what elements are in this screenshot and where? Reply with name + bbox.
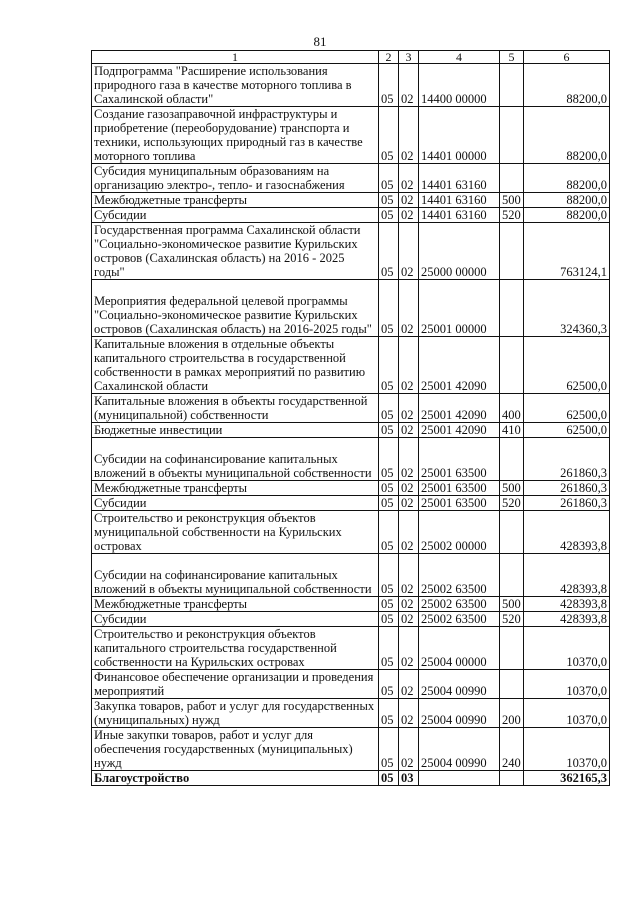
table-header-row [92,51,610,64]
row-code-subsection: 02 [399,481,419,496]
row-code-expense-type [500,511,524,554]
row-code-expense-type: 500 [500,193,524,208]
row-code-target: 25002 00000 [419,511,500,554]
row-amount: 261860,3 [524,481,610,496]
row-code-subsection: 02 [399,208,419,223]
row-code-subsection: 02 [399,164,419,193]
row-code-section: 05 [379,337,399,394]
column-header: 5 [500,51,524,64]
row-code-target: 14400 00000 [419,64,500,107]
row-code-target [419,771,500,786]
row-amount: 261860,3 [524,438,610,481]
row-code-target: 25001 00000 [419,280,500,337]
row-code-subsection: 02 [399,728,419,771]
row-code-target: 14401 63160 [419,164,500,193]
column-header: 2 [379,51,399,64]
row-amount: 10370,0 [524,728,610,771]
row-code-section: 05 [379,164,399,193]
row-name: Межбюджетные трансферты [92,481,379,496]
row-code-expense-type [500,64,524,107]
page-number: 81 [313,34,327,49]
table-row [92,337,610,394]
row-code-section: 05 [379,394,399,423]
table-row [92,496,610,511]
row-name: Бюджетные инвестиции [92,423,379,438]
row-amount: 324360,3 [524,280,610,337]
row-code-expense-type: 410 [500,423,524,438]
row-code-subsection: 02 [399,612,419,627]
row-code-subsection: 02 [399,223,419,280]
row-code-expense-type: 400 [500,394,524,423]
row-code-subsection: 03 [399,771,419,786]
row-code-subsection: 02 [399,438,419,481]
column-header: 3 [399,51,419,64]
row-amount: 763124,1 [524,223,610,280]
row-name: Финансовое обеспечение организации и проведения мероприятий [92,670,379,699]
row-code-expense-type [500,670,524,699]
row-name: Субсидии на софинансирование капитальных вложений в объекты муниципальной собственности [92,438,379,481]
row-code-subsection: 02 [399,496,419,511]
row-code-expense-type [500,280,524,337]
row-code-subsection: 02 [399,107,419,164]
row-code-target: 25001 63500 [419,496,500,511]
row-code-section: 05 [379,699,399,728]
row-code-expense-type [500,164,524,193]
row-name: Межбюджетные трансферты [92,193,379,208]
row-code-expense-type: 500 [500,481,524,496]
column-header: 1 [92,51,379,64]
row-amount: 428393,8 [524,612,610,627]
table-row [92,438,610,481]
row-code-section: 05 [379,423,399,438]
row-code-subsection: 02 [399,597,419,612]
row-code-target: 14401 63160 [419,193,500,208]
row-code-section: 05 [379,64,399,107]
row-code-subsection: 02 [399,280,419,337]
row-code-expense-type [500,438,524,481]
table-row [92,699,610,728]
row-amount: 88200,0 [524,64,610,107]
row-code-section: 05 [379,627,399,670]
row-code-expense-type: 500 [500,597,524,612]
table-row [92,627,610,670]
row-code-target: 25002 63500 [419,612,500,627]
column-header: 4 [419,51,500,64]
row-code-subsection: 02 [399,193,419,208]
row-code-section: 05 [379,223,399,280]
table-row [92,193,610,208]
row-code-target: 25001 63500 [419,438,500,481]
row-name: Государственная программа Сахалинской области "Социально-экономическое развитие Курильских островов (Сахалинская область) на 2016 - 2025 годы" [92,223,379,280]
table-row [92,597,610,612]
row-code-subsection: 02 [399,394,419,423]
row-code-section: 05 [379,554,399,597]
row-code-section: 05 [379,107,399,164]
row-name: Закупка товаров, работ и услуг для государственных (муниципальных) нужд [92,699,379,728]
row-name: Субсидии на софинансирование капитальных вложений в объекты муниципальной собственности [92,554,379,597]
row-code-expense-type [500,554,524,597]
row-code-expense-type: 520 [500,612,524,627]
row-name: Капитальные вложения в отдельные объекты капитального строительства в государственной собственности в рамках мероприятий по развитию Сахалинской области [92,337,379,394]
row-code-target: 25002 63500 [419,554,500,597]
row-name: Межбюджетные трансферты [92,597,379,612]
row-code-section: 05 [379,771,399,786]
row-code-target: 25001 63500 [419,481,500,496]
row-code-expense-type: 520 [500,208,524,223]
row-code-target: 25001 42090 [419,423,500,438]
row-code-subsection: 02 [399,699,419,728]
row-code-subsection: 02 [399,64,419,107]
row-name: Субсидии [92,496,379,511]
row-amount: 88200,0 [524,164,610,193]
row-code-target: 25004 00990 [419,699,500,728]
row-name: Субсидии [92,612,379,627]
row-code-section: 05 [379,496,399,511]
table-row [92,164,610,193]
row-code-subsection: 02 [399,627,419,670]
row-code-section: 05 [379,597,399,612]
row-amount: 10370,0 [524,670,610,699]
table-row [92,511,610,554]
row-code-target: 25001 42090 [419,337,500,394]
row-code-target: 14401 63160 [419,208,500,223]
table-row [92,423,610,438]
row-code-expense-type [500,223,524,280]
table-row [92,208,610,223]
row-code-subsection: 02 [399,670,419,699]
row-amount: 62500,0 [524,394,610,423]
row-name: Строительство и реконструкция объектов капитального строительства государственной собственности на Курильских островах [92,627,379,670]
row-code-expense-type [500,627,524,670]
row-code-section: 05 [379,208,399,223]
row-code-expense-type: 240 [500,728,524,771]
row-code-target: 25004 00990 [419,728,500,771]
row-code-subsection: 02 [399,554,419,597]
row-code-expense-type [500,337,524,394]
row-name: Иные закупки товаров, работ и услуг для обеспечения государственных (муниципальных) нужд [92,728,379,771]
row-amount: 428393,8 [524,511,610,554]
row-code-target: 25002 63500 [419,597,500,612]
row-code-target: 25004 00000 [419,627,500,670]
row-amount: 261860,3 [524,496,610,511]
row-name: Капитальные вложения в объекты государственной (муниципальной) собственности [92,394,379,423]
row-amount: 62500,0 [524,337,610,394]
row-code-section: 05 [379,438,399,481]
table-row [92,394,610,423]
row-code-target: 14401 00000 [419,107,500,164]
table-row [92,481,610,496]
row-name: Подпрограмма "Расширение использования природного газа в качестве моторного топлива в Сахалинской области" [92,64,379,107]
table-row [92,771,610,786]
row-amount: 10370,0 [524,699,610,728]
row-amount: 10370,0 [524,627,610,670]
table-row [92,64,610,107]
row-amount: 88200,0 [524,107,610,164]
row-amount: 428393,8 [524,597,610,612]
row-code-section: 05 [379,193,399,208]
table-row [92,107,610,164]
row-amount: 62500,0 [524,423,610,438]
table-row [92,280,610,337]
row-code-section: 05 [379,670,399,699]
table-row [92,728,610,771]
row-name: Мероприятия федеральной целевой программы "Социально-экономическое развитие Курильских островов (Сахалинская область) на 2016-2025 годы" [92,280,379,337]
row-code-expense-type [500,107,524,164]
row-name: Строительство и реконструкция объектов муниципальной собственности на Курильских островах [92,511,379,554]
row-name: Субсидия муниципальным образованиям на организацию электро-, тепло- и газоснабжения [92,164,379,193]
budget-table [91,50,610,786]
row-code-target: 25004 00990 [419,670,500,699]
row-amount: 362165,3 [524,771,610,786]
table-row [92,223,610,280]
table-row [92,670,610,699]
table-row [92,554,610,597]
row-code-subsection: 02 [399,423,419,438]
row-amount: 88200,0 [524,208,610,223]
row-code-target: 25000 00000 [419,223,500,280]
row-code-target: 25001 42090 [419,394,500,423]
row-code-section: 05 [379,612,399,627]
row-code-subsection: 02 [399,337,419,394]
row-code-expense-type: 200 [500,699,524,728]
row-code-section: 05 [379,511,399,554]
row-amount: 88200,0 [524,193,610,208]
row-code-section: 05 [379,728,399,771]
row-amount: 428393,8 [524,554,610,597]
table-row [92,612,610,627]
row-code-section: 05 [379,481,399,496]
row-code-section: 05 [379,280,399,337]
column-header: 6 [524,51,610,64]
row-name: Благоустройство [92,771,379,786]
row-code-subsection: 02 [399,511,419,554]
row-name: Субсидии [92,208,379,223]
row-code-expense-type: 520 [500,496,524,511]
row-name: Создание газозаправочной инфраструктуры и приобретение (переоборудование) транспорта и техники, использующих природный газ в качестве моторного топлива [92,107,379,164]
row-code-expense-type [500,771,524,786]
